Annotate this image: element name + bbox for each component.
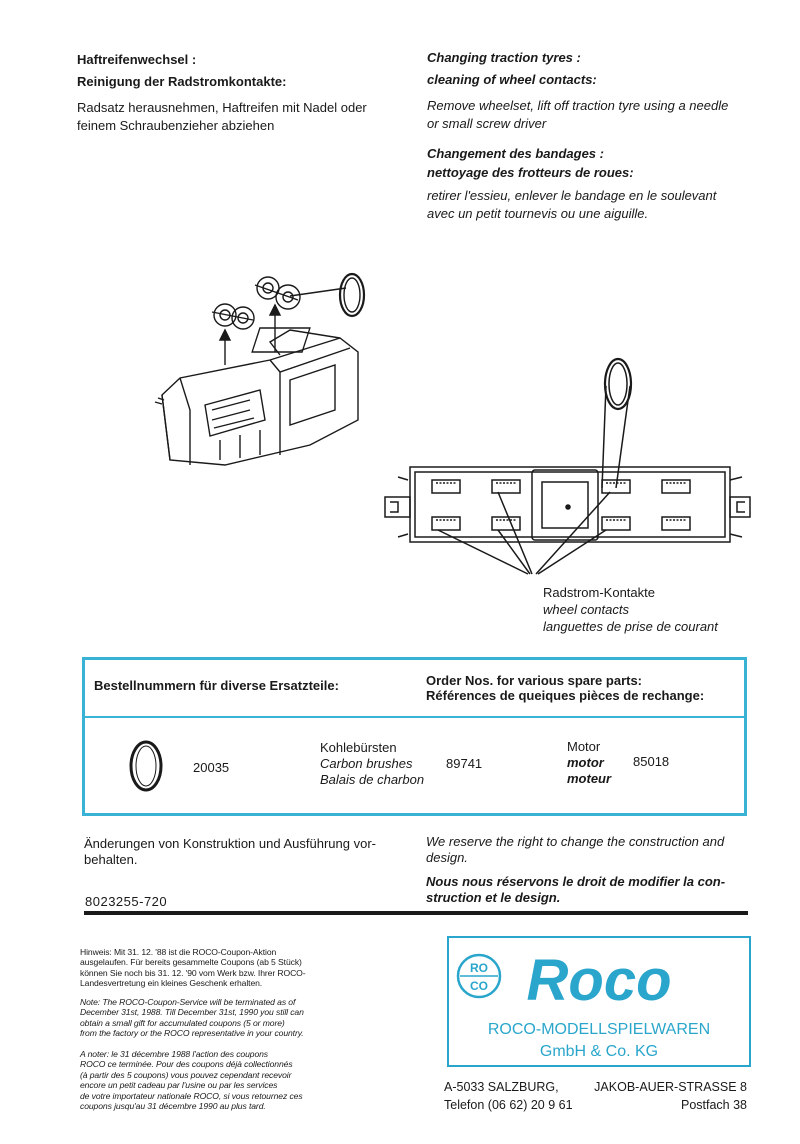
wheelset-removal-illustration bbox=[150, 260, 390, 480]
roco-badge-bottom: CO bbox=[470, 979, 488, 993]
parts-header-de: Bestellnummern für diverse Ersatzteile: bbox=[94, 678, 339, 693]
coupon-fr-line: coupons jusqu'au 31 décembre 1990 au plus tard. bbox=[80, 1101, 266, 1112]
address-phone: Telefon (06 62) 20 9 61 bbox=[444, 1098, 573, 1112]
coupon-en-line: obtain a small gift for accumulated coupons (5 or more) bbox=[80, 1017, 285, 1028]
company-name-2: GmbH & Co. KG bbox=[539, 1043, 659, 1060]
title-fr-2: nettoyage des frotteurs de roues: bbox=[427, 165, 634, 180]
body-en-2: or small screw driver bbox=[427, 116, 547, 131]
notice-fr-1: Nous nous réservons le droit de modifier la con- bbox=[426, 874, 726, 889]
contacts-label-de: Radstrom-Kontakte bbox=[543, 585, 655, 600]
title-en-2: cleaning of wheel contacts: bbox=[427, 72, 597, 87]
brushes-fr: Balais de charbon bbox=[320, 772, 425, 787]
coupon-note-fr bbox=[80, 1049, 350, 1111]
roco-logo-box bbox=[447, 936, 751, 1067]
chassis-top-view-diagram bbox=[380, 352, 755, 580]
coupon-fr-line: ROCO ce terminée. Pour des coupons déjà collectionnés bbox=[80, 1059, 293, 1070]
body-de-2: feinem Schraubenzieher abziehen bbox=[77, 118, 275, 133]
tyre-part-number: 20035 bbox=[193, 760, 230, 775]
coupon-fr-line: A noter: le 31 décembre 1988 l'action des coupons bbox=[80, 1049, 268, 1059]
footer-rule bbox=[84, 911, 748, 915]
coupon-en-line: from the factory or the ROCO representative in your country. bbox=[80, 1028, 304, 1039]
title-de-1: Haftreifenwechsel : bbox=[77, 52, 197, 67]
contacts-label-fr: languettes de prise de courant bbox=[543, 619, 718, 634]
motor-fr: moteur bbox=[567, 771, 612, 786]
body-fr-1: retirer l'essieu, enlever le bandage en le soulevant bbox=[427, 188, 717, 203]
title-fr-1: Changement des bandages : bbox=[427, 146, 604, 161]
coupon-fr-line: (à partir des 5 coupons) vous pouvez cependant recevoir bbox=[80, 1069, 292, 1080]
coupon-en-line: December 31st, 1988. Till December 31st, 1990 you still can bbox=[80, 1007, 304, 1018]
notice-de-2: behalten. bbox=[84, 852, 138, 867]
brushes-en: Carbon brushes bbox=[320, 756, 413, 771]
contacts-label-en: wheel contacts bbox=[543, 602, 629, 617]
roco-brand-wordmark: Roco bbox=[526, 948, 672, 1013]
coupon-de-line: Hinweis: Mit 31. 12. '88 ist die ROCO-Coupon-Aktion bbox=[80, 947, 277, 957]
coupon-de-line: können Sie noch bis 31. 12. '90 vom Werk bzw. Ihrer ROCO- bbox=[80, 967, 306, 978]
address-street: JAKOB-AUER-STRASSE 8 bbox=[594, 1080, 747, 1094]
coupon-fr-line: de votre importateur nationale ROCO, si vous retournez ces bbox=[80, 1090, 303, 1101]
address-pobox: Postfach 38 bbox=[680, 1098, 747, 1112]
traction-tyre-icon bbox=[126, 738, 166, 794]
body-en-1: Remove wheelset, lift off traction tyre using a needle bbox=[427, 98, 729, 113]
parts-header-fr: Références de queiques pièces de rechange: bbox=[426, 688, 705, 703]
notice-en-1: We reserve the right to change the construction and bbox=[426, 834, 725, 849]
coupon-fr-line: encore un petit cadeau par l'usine ou par les services bbox=[80, 1080, 278, 1091]
coupon-de-line: Landesvertretung ein kleines Geschenk erhalten. bbox=[80, 978, 263, 989]
brushes-part-number: 89741 bbox=[446, 756, 483, 771]
roco-badge-top: RO bbox=[470, 961, 488, 975]
document-number: 8023255-720 bbox=[85, 894, 168, 909]
coupon-de-line: ausgelaufen. Für bereits gesammelte Coupons (ab 5 Stück) bbox=[80, 957, 302, 968]
parts-header-en: Order Nos. for various spare parts: bbox=[426, 673, 643, 688]
coupon-note-en bbox=[80, 997, 350, 1039]
notice-de-1: Änderungen von Konstruktion und Ausführung vor- bbox=[84, 836, 376, 851]
brushes-de: Kohlebürsten bbox=[320, 740, 397, 755]
body-fr-2: avec un petit tournevis ou une aiguille. bbox=[427, 206, 649, 221]
notice-fr-2: struction et le design. bbox=[426, 890, 561, 905]
motor-de: Motor bbox=[567, 739, 601, 754]
company-name-1: ROCO-MODELLSPIELWAREN bbox=[487, 1021, 711, 1038]
roco-logo bbox=[449, 938, 749, 1065]
title-en-1: Changing traction tyres : bbox=[427, 50, 581, 65]
body-de-1: Radsatz herausnehmen, Haftreifen mit Nadel oder bbox=[77, 100, 367, 115]
motor-en: motor bbox=[567, 755, 604, 770]
spare-parts-divider bbox=[85, 716, 744, 718]
address-city: A-5033 SALZBURG, bbox=[444, 1080, 559, 1094]
title-de-2: Reinigung der Radstromkontakte: bbox=[77, 74, 287, 89]
motor-part-number: 85018 bbox=[633, 754, 670, 769]
notice-en-2: design. bbox=[426, 850, 468, 865]
coupon-note-de bbox=[80, 947, 350, 989]
coupon-en-line: Note: The ROCO-Coupon-Service will be terminated as of bbox=[80, 997, 296, 1007]
